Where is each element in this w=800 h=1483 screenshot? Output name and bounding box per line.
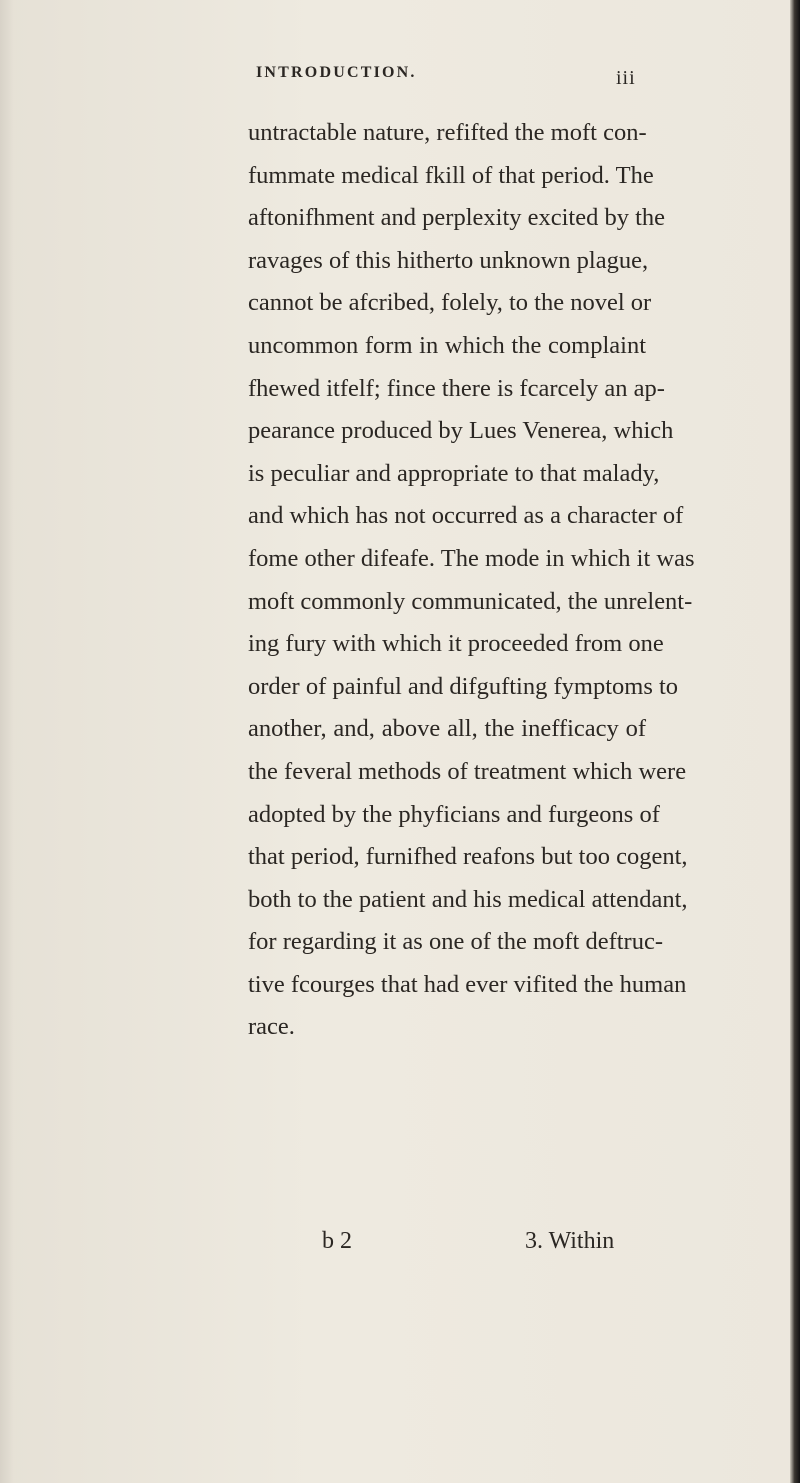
text-line: moft commonly communicated, the unrelent- — [248, 587, 693, 615]
text-line: pearance produced by Lues Venerea, which — [248, 417, 674, 445]
page-number: iii — [616, 67, 636, 89]
text-line: adopted by the phyficians and furgeons of — [248, 800, 660, 828]
page-footer — [0, 1228, 800, 1268]
text-line: for regarding it as one of the moft deftruc- — [248, 928, 663, 956]
running-header — [256, 64, 656, 94]
text-line: the feveral methods of treatment which were — [248, 757, 687, 785]
text-line: cannot be afcribed, folely, to the novel or — [248, 289, 652, 317]
text-line: tive fcourges that had ever vifited the human — [248, 970, 687, 998]
text-line: fummate medical fkill of that period. The — [248, 161, 654, 189]
signature-mark: b 2 — [322, 1228, 352, 1254]
text-line: ravages of this hitherto unknown plague, — [248, 246, 649, 274]
text-line: untractable nature, refifted the moft con- — [248, 119, 647, 146]
text-line: order of painful and difgufting fymptoms to — [248, 672, 679, 700]
text-line: uncommon form in which the complaint — [248, 331, 646, 359]
text-line: another, and, above all, the inefficacy of — [248, 715, 646, 743]
text-line: that period, furnifhed reafons but too cogent, — [248, 843, 688, 871]
text-line: is peculiar and appropriate to that malady, — [248, 459, 660, 487]
text-line: both to the patient and his medical attendant, — [248, 885, 688, 913]
text-line: fhewed itfelf; fince there is fcarcely an ap- — [248, 374, 665, 402]
body-text — [248, 112, 695, 1049]
text-line: and which has not occurred as a character of — [248, 502, 684, 530]
catchword: 3. Within — [525, 1228, 615, 1254]
text-line: race. — [248, 1013, 295, 1041]
running-title: INTRODUCTION. — [256, 64, 417, 81]
text-line: fome other difeafe. The mode in which it was — [248, 544, 695, 572]
text-line: ing fury with which it proceeded from one — [248, 630, 664, 658]
text-line: aftonifhment and perplexity excited by the — [248, 204, 666, 232]
